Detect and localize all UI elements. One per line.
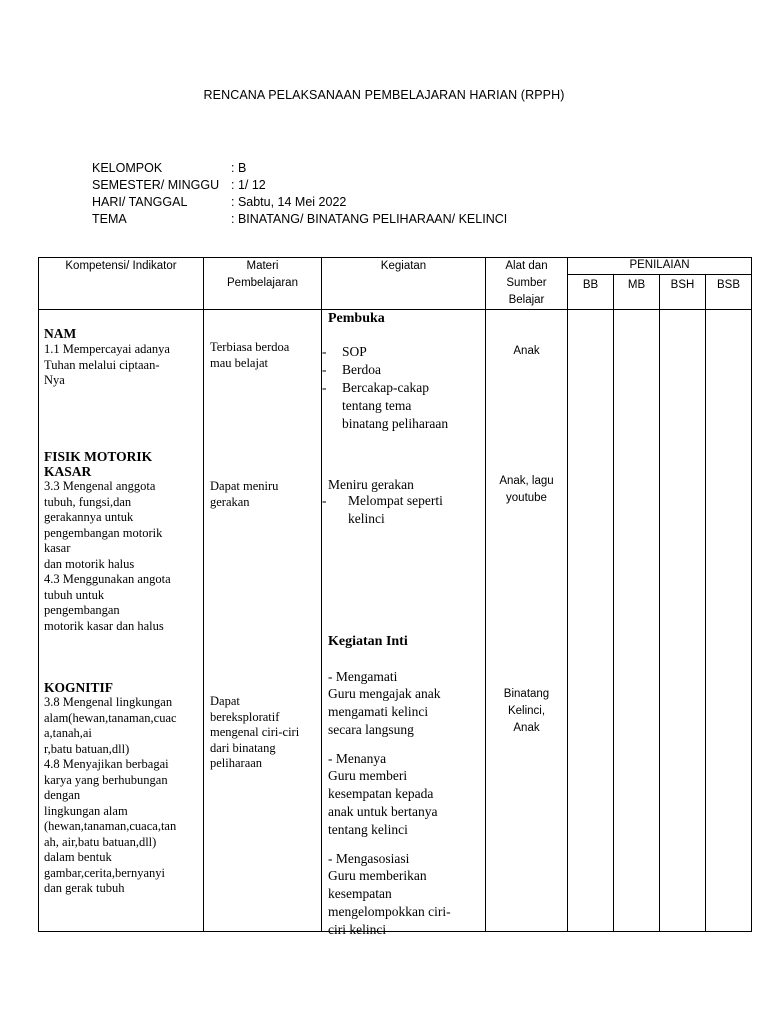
header-bsb: BSB [706,275,752,310]
alat-2: Anak, lagu youtube [499,475,554,504]
kegiatan-inti-title: Kegiatan Inti [328,634,408,649]
info-label: TEMA [92,212,127,226]
kompetensi-kognitif-text: 3.8 Mengenal lingkungan alam(hewan,tanaman,cuac a,tanah,ai r,batu batuan,dll) 4.8 Menyajikan berbagai karya yang berhubungan dengan lingkungan alam (hewan,tanaman,cuaca,tan ah, air,batu batuan,dll) dalam bentuk gambar,cerita,bernyanyi dan gerak tubuh [44,695,177,895]
info-value: : Sabtu, 14 Mei 2022 [231,195,347,209]
info-label: KELOMPOK [92,161,163,175]
document-title: RENCANA PELAKSANAAN PEMBELAJARAN HARIAN (RPPH) [203,88,565,102]
rpph-table [38,257,752,937]
kegiatan-menanya-text: Guru memberi kesempatan kepada anak untuk bertanya tentang kelinci [328,768,438,837]
list-item: - Melompat seperti kelinci [322,492,482,528]
info-label: SEMESTER/ MINGGU [92,178,220,192]
kegiatan-pembuka-title: Pembuka [328,311,385,326]
info-value: : BINATANG/ BINATANG PELIHARAAN/ KELINCI [231,212,508,226]
info-value: : 1/ 12 [231,178,266,192]
list-item: - Bercakap-cakap tentang tema binatang peliharaan [322,379,482,433]
info-label: HARI/ TANGGAL [92,195,188,209]
header-kegiatan: Kegiatan [322,258,486,310]
kegiatan-mengamati: - Mengamati [328,669,398,684]
header-mb: MB [614,275,660,310]
alat-3: Binatang Kelinci, Anak [503,688,550,734]
materi-2: Dapat meniru gerakan [210,479,279,509]
list-item: - SOP [322,343,482,361]
kompetensi-fisik-text: 3.3 Mengenal anggota tubuh, fungsi,dan gerakannya untuk pengembangan motorik kasar dan motorik halus 4.3 Menggunakan angota tubuh untuk pengembangan motorik kasar dan halus [44,479,171,633]
header-alat: Alat dan Sumber Belajar [486,258,568,310]
cell-mb [614,310,660,932]
kompetensi-fisik-title: FISIK MOTORIK KASAR [44,449,153,479]
list-item: - Berdoa [322,361,482,379]
info-value: : B [231,161,247,175]
header-kompetensi: Kompetensi/ Indikator [39,258,204,310]
kegiatan-mengasosiasi: - Mengasosiasi [328,851,410,866]
materi-1: Terbiasa berdoa mau belajat [210,340,290,370]
cell-kompetensi [39,310,204,932]
header-bsh: BSH [660,275,706,310]
kegiatan-mengamati-text: Guru mengajak anak mengamati kelinci secara langsung [328,686,441,737]
header-penilaian: PENILAIAN [568,258,752,275]
kegiatan-pembuka-list [322,343,482,433]
cell-bsb [706,310,752,932]
cell-bsh [660,310,706,932]
kegiatan-meniru-list [322,492,482,528]
kompetensi-kognitif-title: KOGNITIF [44,680,114,695]
kompetensi-nam-text: 1.1 Mempercayai adanya Tuhan melalui ciptaan- Nya [44,342,170,387]
alat-1: Anak [513,345,540,357]
header-bb: BB [568,275,614,310]
materi-3: Dapat bereksploratif mengenal ciri-ciri dari binatang peliharaan [210,694,300,770]
kompetensi-nam-title: NAM [44,326,77,341]
kegiatan-meniru-title: Meniru gerakan [328,477,414,492]
cell-kegiatan [322,310,486,937]
cell-materi [204,310,322,932]
cell-alat [486,310,568,932]
cell-bb [568,310,614,932]
header-materi: Materi Pembelajaran [204,258,322,310]
kegiatan-mengasosiasi-text: Guru memberikan kesempatan mengelompokkan ciri- ciri kelinci [328,868,451,937]
kegiatan-menanya: - Menanya [328,751,387,766]
